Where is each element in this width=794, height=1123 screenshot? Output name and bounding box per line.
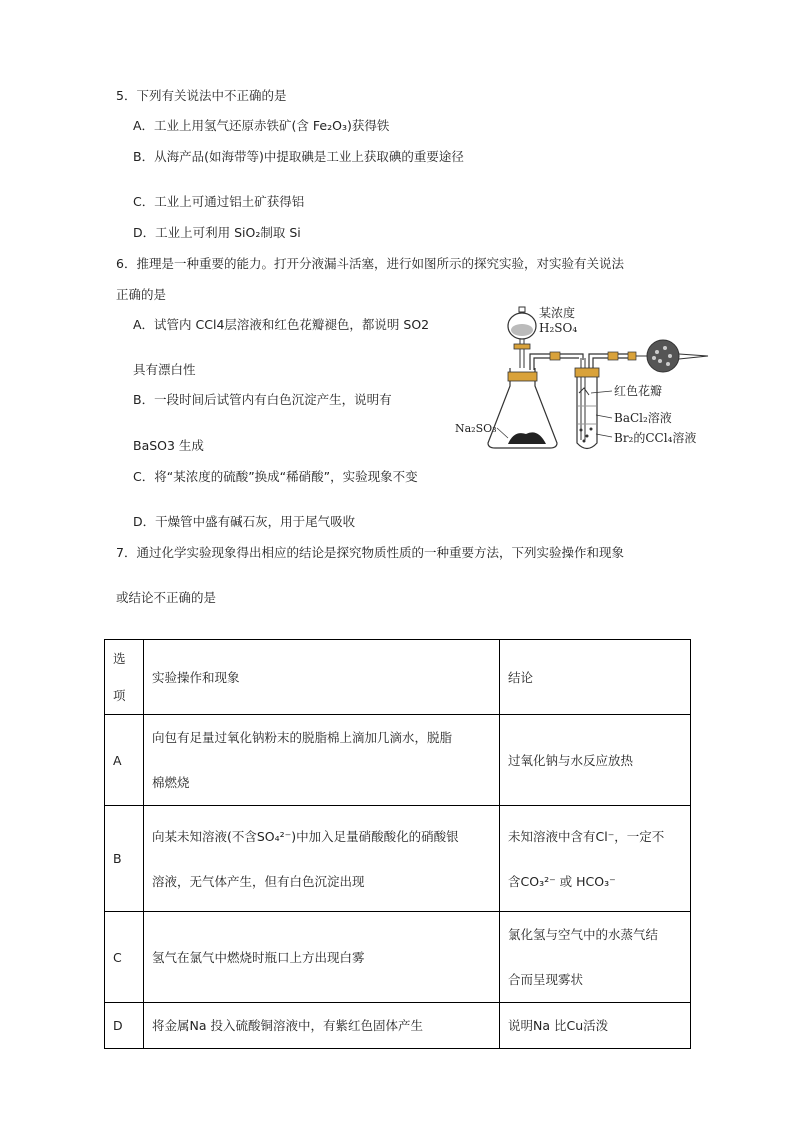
table-row [105,1003,691,1049]
table-header-row [105,640,691,715]
q6-option-c: C．将“某浓度的硫酸”换成“稀硝酸”，实验现象不变 [133,469,418,484]
header-option [105,640,144,715]
row-operation-line1: 向包有足量过氧化钠粉末的脱脂棉上滴加几滴水，脱脂 [152,730,453,745]
br2-label: Br₂的CCl₄溶液 [614,431,697,445]
q7-stem-line1: 7．通过化学实验现象得出相应的结论是探究物质性质的一种重要方法，下列实验操作和现象 [116,545,624,560]
q6-option-d: D．干燥管中盛有碱石灰，用于尾气吸收 [133,514,356,529]
header-operation: 实验操作和现象 [144,640,500,715]
row-conclusion-line2: 含CO₃²⁻ 或 HCO₃⁻ [508,873,616,889]
row-option: D [105,1003,144,1049]
q5-option-a: A．工业上用氢气还原赤铁矿(含 Fe₂O₃)获得铁 [133,118,390,133]
q6-stem-line2: 正确的是 [116,287,167,302]
experiment-apparatus-figure [450,298,715,453]
row-conclusion-line1: 未知溶液中含有Cl⁻，一定不 [508,828,665,844]
header-option-line1: 选 [113,651,126,666]
header-conclusion: 结论 [500,640,691,715]
row-conclusion: 过氧化钠与水反应放热 [500,715,691,806]
table-row [105,806,691,912]
table-row [105,715,691,806]
row-operation-line2: 棉燃烧 [152,775,190,790]
q6-stem-line1: 6．推理是一种重要的能力。打开分液漏斗活塞，进行如图所示的探究实验，对实验有关说法 [116,256,624,271]
petal-label: 红色花瓣 [614,384,663,398]
row-option: A [105,715,144,806]
q6-option-a-line1: A．试管内 CCl4层溶液和红色花瓣褪色，都说明 SO2 [133,317,430,332]
row-operation [144,806,500,912]
q6-option-b-line2: BaSO3 生成 [133,438,204,453]
row-conclusion: 说明Na 比Cu活泼 [500,1003,691,1049]
row-conclusion-line1: 氯化氢与空气中的水蒸气结 [508,927,659,942]
row-conclusion [500,806,691,912]
solid-label: Na₂SO₃ [455,422,497,435]
table-row [105,912,691,1003]
q6-option-a-line2: 具有漂白性 [133,362,196,377]
q5-option-c: C．工业上可通过铝土矿获得铝 [133,194,305,209]
row-operation: 将金属Na 投入硫酸铜溶液中，有紫红色固体产生 [144,1003,500,1049]
acid-label-line2: H₂SO₄ [539,321,578,335]
row-conclusion-line2: 合而呈现雾状 [508,972,584,987]
row-operation: 氢气在氯气中燃烧时瓶口上方出现白雾 [144,912,500,1003]
row-operation-line2: 溶液，无气体产生，但有白色沉淀出现 [152,873,365,889]
bacl2-label: BaCl₂溶液 [614,411,672,425]
row-operation-line1: 向某未知溶液(不含SO₄²⁻)中加入足量硝酸酸化的硝酸银 [152,828,459,844]
q7-stem-line2: 或结论不正确的是 [116,590,217,605]
row-operation [144,715,500,806]
q5-option-d: D．工业上可利用 SiO₂制取 Si [133,225,301,240]
q7-table [104,639,691,1049]
row-option: B [105,806,144,912]
header-option-line2: 项 [113,688,126,703]
q6-option-b-line1: B．一段时间后试管内有白色沉淀产生，说明有 [133,392,392,407]
q5-stem: 5．下列有关说法中不正确的是 [116,88,287,103]
q5-option-b: B．从海产品(如海带等)中提取碘是工业上获取碘的重要途径 [133,149,464,164]
acid-label-line1: 某浓度 [539,306,576,320]
row-option: C [105,912,144,1003]
row-conclusion [500,912,691,1003]
